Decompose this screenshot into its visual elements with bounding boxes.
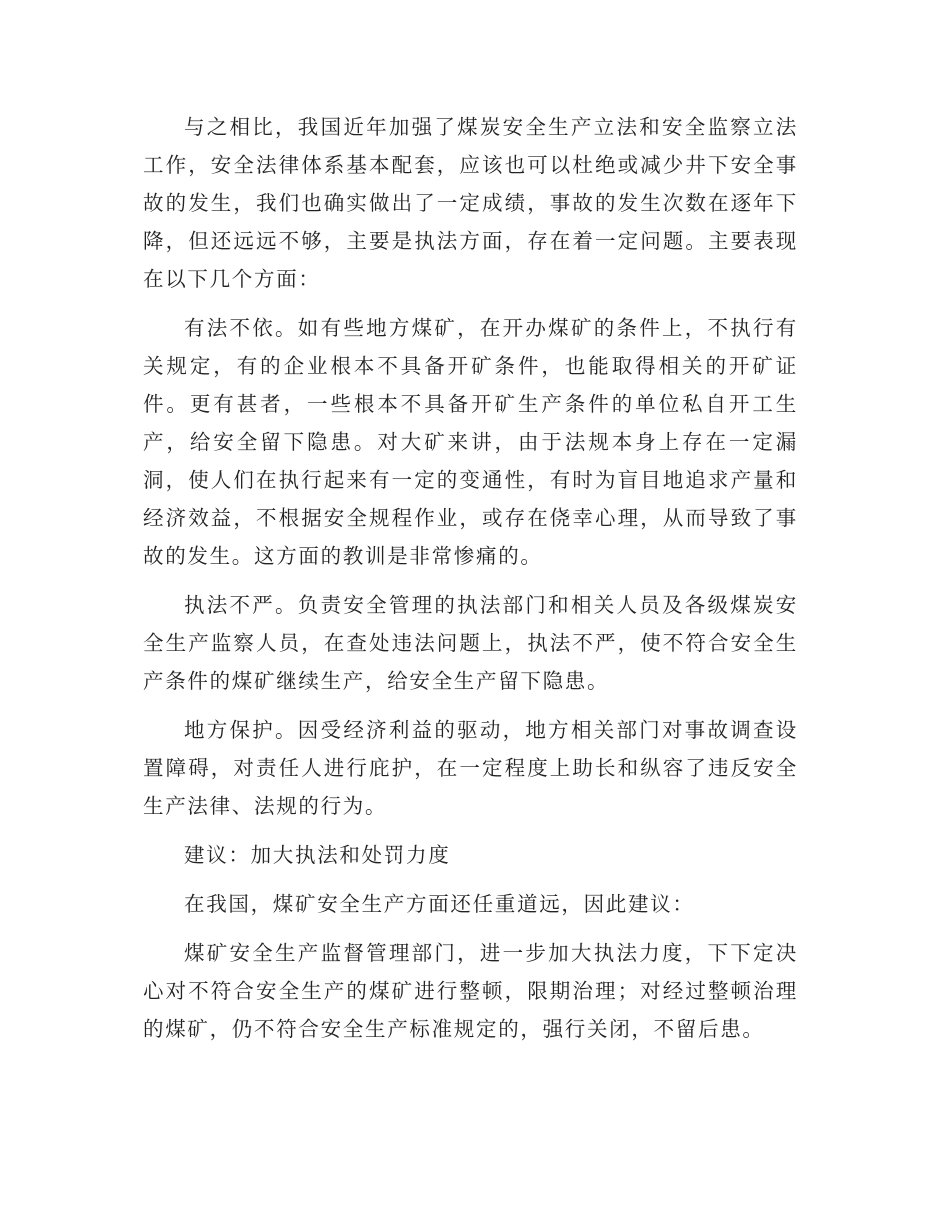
- paragraph-suggestion-intro: 在我国，煤矿安全生产方面还任重道远，因此建议：: [184, 892, 695, 916]
- paragraph-law-not-followed: 有法不依。如有些地方煤矿，在开办煤矿的条件上，不执行有关规定，有的企业根本不具备开矿条件，也能取得相关的开矿证件。更有甚者，一些根本不具备开矿生产条件的单位私自开工生产，给安全留下隐患。对大矿来讲，由于法规本身上存在一定漏洞，使人们在执行起来有一定的变通性，有时为盲目地追求产量和经济效益，不根据安全规程作业，或存在侥幸心理，从而导致了事故的发生。这方面的教训是非常惨痛的。: [143, 316, 798, 568]
- document-body: [143, 108, 798, 1059]
- suggestion-heading: 建议：加大执法和处罚力度: [184, 843, 451, 867]
- paragraph-comparison: 与之相比，我国近年加强了煤炭安全生产立法和安全监察立法工作，安全法律体系基本配套，应该也可以杜绝或减少井下安全事故的发生，我们也确实做出了一定成绩，事故的发生次数在逐年下降，但还远远不够，主要是执法方面，存在着一定问题。主要表现在以下几个方面：: [143, 115, 798, 291]
- paragraph-suggestion-detail: 煤矿安全生产监督管理部门，进一步加大执法力度，下下定决心对不符合安全生产的煤矿进行整顿，限期治理；对经过整顿治理的煤矿，仍不符合安全生产标准规定的，强行关闭，不留后患。: [143, 941, 798, 1041]
- paragraph-lax-enforcement: 执法不严。负责安全管理的执法部门和相关人员及各级煤炭安全生产监察人员，在查处违法问题上，执法不严，使不符合安全生产条件的煤矿继续生产，给安全生产留下隐患。: [143, 593, 798, 693]
- paragraph-local-protection: 地方保护。因受经济利益的驱动，地方相关部门对事故调查设置障碍，对责任人进行庇护，在一定程度上助长和纵容了违反安全生产法律、法规的行为。: [143, 718, 798, 818]
